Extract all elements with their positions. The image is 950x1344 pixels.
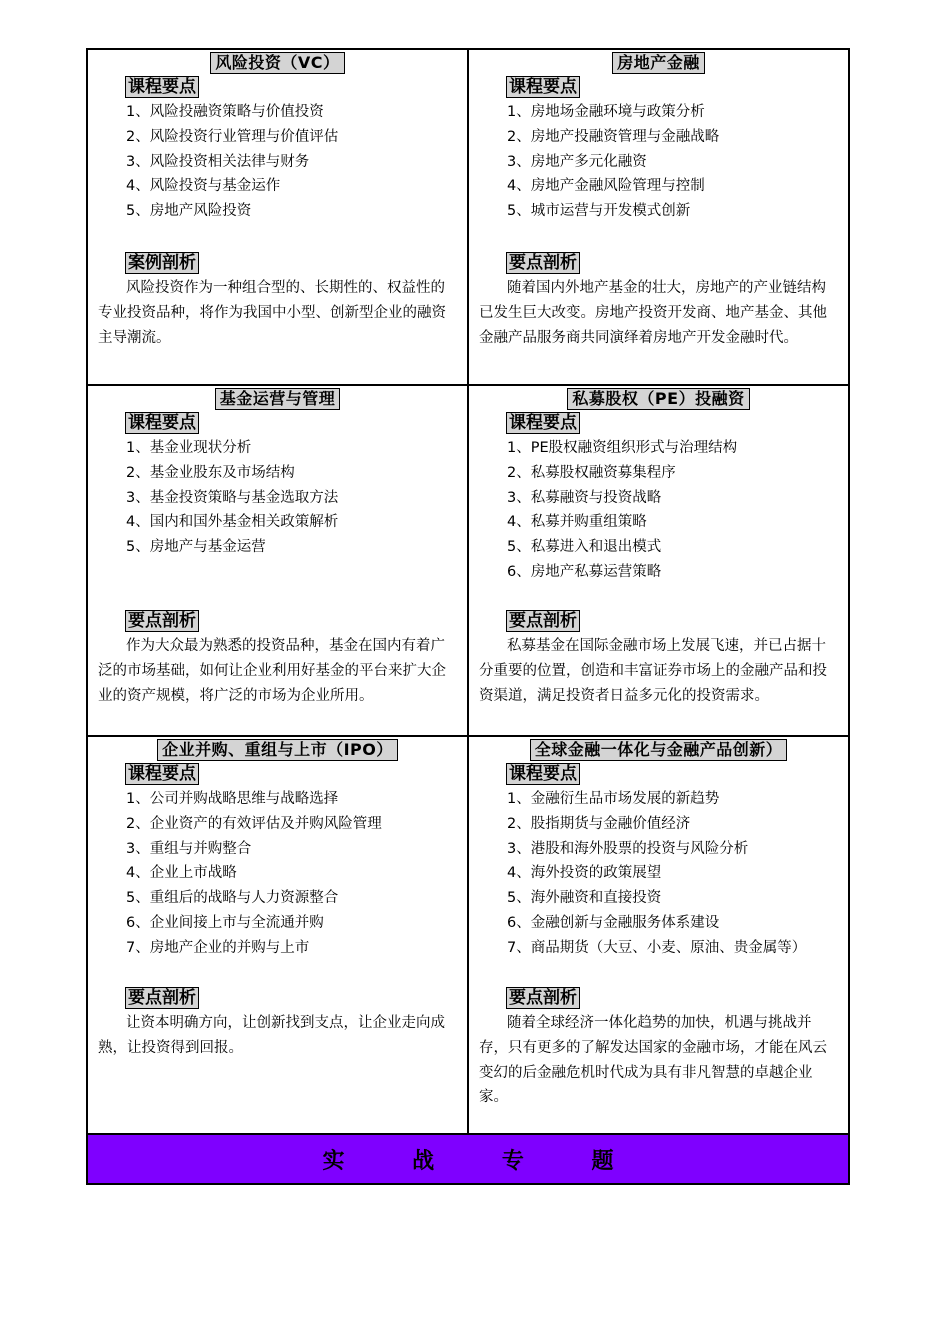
list-item: 4、房地产金融风险管理与控制 [507, 178, 705, 195]
section-private-equity [468, 385, 849, 736]
section-global-finance [468, 736, 849, 1134]
section-title: 企业并购、重组与上市（IPO） [157, 739, 398, 761]
analysis-label: 要点剖析 [125, 610, 199, 632]
list-item: 6、房地产私募运营策略 [507, 563, 662, 580]
course-document [86, 48, 850, 1185]
list-item: 5、房地产风险投资 [126, 203, 252, 220]
analysis-label: 要点剖析 [506, 610, 580, 632]
list-item: 3、港股和海外股票的投资与风险分析 [507, 840, 749, 857]
list-item: 5、重组后的战略与人力资源整合 [126, 890, 339, 907]
list-item: 3、私募融资与投资战略 [507, 489, 662, 506]
list-item: 2、企业资产的有效评估及并购风险管理 [126, 815, 382, 832]
list-item: 6、金融创新与金融服务体系建设 [507, 914, 720, 931]
course-table [86, 48, 850, 1135]
course-points-list [469, 436, 848, 585]
list-item: 3、风险投资相关法律与财务 [126, 153, 310, 170]
items-label: 课程要点 [125, 763, 199, 785]
list-item: 4、风险投资与基金运作 [126, 178, 281, 195]
items-label: 课程要点 [506, 412, 580, 434]
list-item: 1、PE股权融资组织形式与治理结构 [507, 440, 738, 456]
practical-topics-banner [86, 1135, 850, 1185]
list-item: 4、企业上市战略 [126, 865, 237, 882]
section-real-estate-finance [468, 49, 849, 385]
analysis-text: 随着全球经济一体化趋势的加快，机遇与挑战并存，只有更多的了解发达国家的金融市场，才能在风云变幻的后金融危机时代成为具有非凡智慧的卓越企业家。 [479, 1015, 827, 1106]
list-item: 1、公司并购战略思维与战略选择 [126, 791, 339, 807]
analysis-text: 私募基金在国际金融市场上发展飞速，并已占据十分重要的位置，创造和丰富证券市场上的金融产品和投资渠道，满足投资者日益多元化的投资需求。 [479, 638, 827, 704]
list-item: 5、城市运营与开发模式创新 [507, 203, 691, 220]
analysis-text: 风险投资作为一种组合型的、长期性的、权益性的专业投资品种，将作为我国中小型、创新型企业的融资主导潮流。 [98, 280, 446, 346]
analysis-text: 作为大众最为熟悉的投资品种，基金在国内有着广泛的市场基础，如何让企业利用好基金的平台来扩大企业的资产规模，将广泛的市场为企业所用。 [98, 638, 446, 704]
banner-text: 实 战 专 题 [322, 1148, 644, 1174]
items-label: 课程要点 [125, 76, 199, 98]
section-title: 风险投资（VC） [210, 52, 344, 74]
list-item: 1、金融衍生品市场发展的新趋势 [507, 791, 720, 807]
list-item: 4、国内和国外基金相关政策解析 [126, 514, 339, 531]
analysis-text: 随着国内外地产基金的壮大，房地产的产业链结构已发生巨大改变。房地产投资开发商、地产基金、其他金融产品服务商共同演绎着房地产开发金融时代。 [479, 280, 827, 346]
items-label: 课程要点 [506, 763, 580, 785]
course-points-list [88, 787, 467, 961]
section-fund-management [87, 385, 468, 736]
section-title: 私募股权（PE）投融资 [567, 388, 749, 410]
analysis-label: 要点剖析 [125, 987, 199, 1009]
course-points-list [88, 100, 467, 224]
items-label: 课程要点 [125, 412, 199, 434]
list-item: 5、私募进入和退出模式 [507, 539, 662, 556]
analysis-label: 要点剖析 [506, 252, 580, 274]
course-points-list [469, 787, 848, 961]
section-title: 房地产金融 [612, 52, 705, 74]
section-title: 全球金融一体化与金融产品创新） [530, 739, 788, 761]
analysis-label: 要点剖析 [506, 987, 580, 1009]
list-item: 7、商品期货（大豆、小麦、原油、贵金属等） [507, 939, 807, 956]
list-item: 4、海外投资的政策展望 [507, 865, 662, 882]
course-points-list [469, 100, 848, 224]
list-item: 1、基金业现状分析 [126, 440, 252, 456]
analysis-text: 让资本明确方向，让创新找到支点，让企业走向成熟，让投资得到回报。 [98, 1015, 445, 1056]
section-vc [87, 49, 468, 385]
list-item: 2、房地产投融资管理与金融战略 [507, 128, 720, 145]
list-item: 2、基金业股东及市场结构 [126, 464, 295, 481]
list-item: 2、私募股权融资募集程序 [507, 464, 676, 481]
list-item: 5、海外融资和直接投资 [507, 890, 662, 907]
analysis-label: 案例剖析 [125, 252, 199, 274]
list-item: 3、重组与并购整合 [126, 840, 252, 857]
list-item: 2、风险投资行业管理与价值评估 [126, 128, 339, 145]
list-item: 6、企业间接上市与全流通并购 [126, 914, 324, 931]
items-label: 课程要点 [506, 76, 580, 98]
list-item: 2、股指期货与金融价值经济 [507, 815, 691, 832]
list-item: 3、房地产多元化融资 [507, 153, 647, 170]
list-item: 5、房地产与基金运营 [126, 539, 266, 556]
section-ma-ipo [87, 736, 468, 1134]
list-item: 4、私募并购重组策略 [507, 514, 647, 531]
list-item: 3、基金投资策略与基金选取方法 [126, 489, 339, 506]
list-item: 1、风险投融资策略与价值投资 [126, 104, 324, 120]
course-points-list [88, 436, 467, 560]
list-item: 1、房地场金融环境与政策分析 [507, 104, 705, 120]
section-title: 基金运营与管理 [215, 388, 341, 410]
list-item: 7、房地产企业的并购与上市 [126, 939, 310, 956]
